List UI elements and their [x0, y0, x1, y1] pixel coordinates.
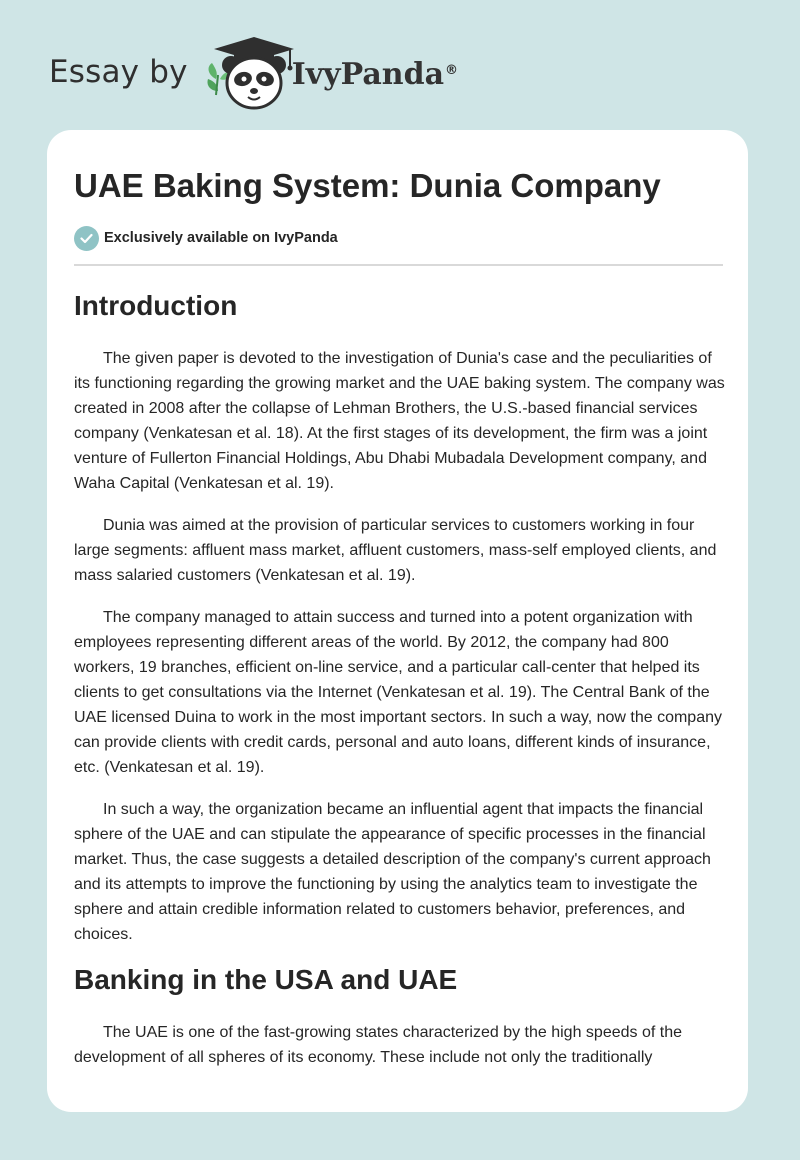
section-heading-banking: Banking in the USA and UAE: [74, 964, 458, 995]
site-header: [49, 36, 458, 108]
divider: [74, 264, 723, 266]
paragraph: Dunia was aimed at the provision of particular services to customers working in four large segments: affluent mass market, affluent customers, mass-self employed clients, and mass salaried customers (Venkatesan et al. 19).: [74, 517, 717, 584]
essay-by-label: Essay by: [49, 54, 188, 90]
section-heading-introduction: Introduction: [74, 290, 238, 321]
paragraph: The UAE is one of the fast-growing states characterized by the high speeds of the development of all spheres of its economy. These include not only the traditionally: [74, 1024, 682, 1066]
exclusive-badge: [74, 225, 721, 251]
article-card: [47, 130, 748, 1112]
paragraph: The company managed to attain success and turned into a potent organization with employees representing different areas of the world. By 2012, the company had 800 workers, 19 branches, efficient on-line service, and a particular call-center that helped its clients to get consultations via the Internet (Venkatesan et al. 19). The Central Bank of the UAE licensed Duina to work in the most important sectors. In such a way, now the company can provide clients with credit cards, personal and auto loans, different kinds of insurance, etc. (Venkatesan et al. 19).: [74, 609, 722, 776]
paragraph: In such a way, the organization became an influential agent that impacts the financial sphere of the UAE and can stipulate the appearance of specific processes in the financial market. Thus, the case suggests a detailed description of the company's current approach and its attempts to improve the functioning by using the analytics team to investigate the sphere and attain credible information related to customers behavior, preferences, and choices.: [74, 801, 711, 943]
paragraph: The given paper is devoted to the investigation of Dunia's case and the peculiarities of its functioning regarding the growing market and the UAE baking system. The company was created in 2008 after the collapse of Lehman Brothers, the U.S.-based financial services company (Venkatesan et al. 18). At the first stages of its development, the firm was a joint venture of Fullerton Financial Holdings, Abu Dhabi Mubadala Development company, and Waha Capital (Venkatesan et al. 19).: [74, 350, 725, 492]
check-icon: [74, 226, 99, 251]
exclusive-label: Exclusively available on IvyPanda: [104, 230, 338, 246]
ivypanda-logo-icon[interactable]: [202, 35, 298, 111]
page-title: UAE Baking System: Dunia Company: [74, 167, 661, 204]
brand-name[interactable]: IvyPanda®: [291, 56, 459, 92]
